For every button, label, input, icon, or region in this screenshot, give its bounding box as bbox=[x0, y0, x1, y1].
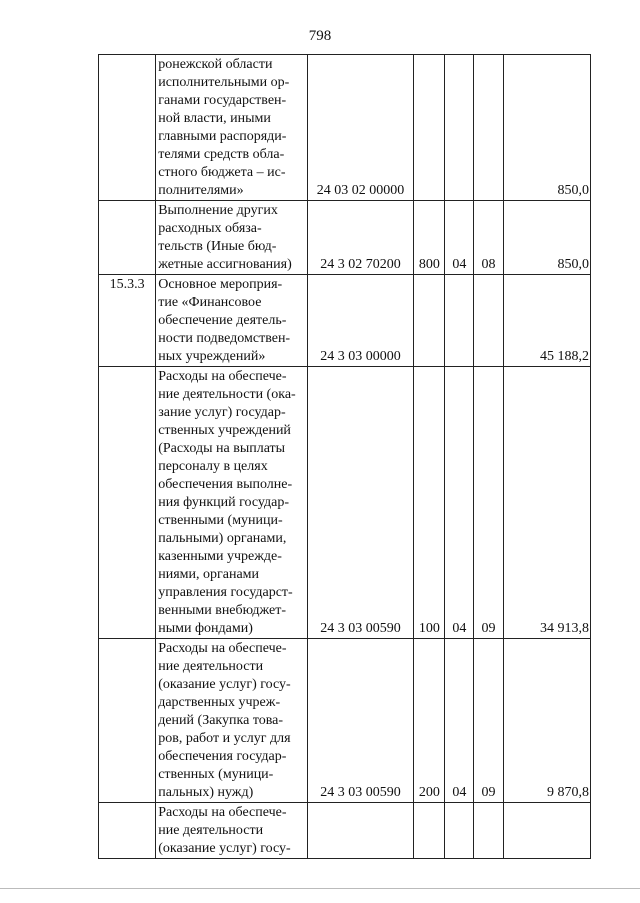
expense-type-code-cell: 800 bbox=[414, 201, 445, 275]
expense-name-line: ными фондами) bbox=[158, 621, 253, 636]
expense-name-line: обеспечение деятель- bbox=[158, 313, 287, 328]
expense-name-line: жетные ассигнования) bbox=[158, 257, 292, 272]
expense-name-line: полнителями» bbox=[158, 183, 244, 198]
expense-name-line: ности подведомствен- bbox=[158, 331, 291, 346]
table-row bbox=[99, 55, 591, 201]
target-article-code-cell: 24 3 03 00000 bbox=[307, 275, 413, 367]
section-code-cell bbox=[445, 55, 474, 201]
expense-name-line: исполнительными ор- bbox=[158, 75, 290, 90]
expense-name-line: Выполнение других bbox=[158, 203, 278, 218]
expense-type-code-cell bbox=[414, 275, 445, 367]
table-row bbox=[99, 639, 591, 803]
expense-name-line: зание услуг) государ- bbox=[158, 405, 286, 420]
expense-name-line: стного бюджета – ис- bbox=[158, 165, 286, 180]
expense-name-line: тельств (Иные бюд- bbox=[158, 239, 277, 254]
expense-name-line: ственных учреждений bbox=[158, 423, 291, 438]
expense-name-line: ной власти, иными bbox=[158, 111, 271, 126]
subsection-code-cell: 09 bbox=[474, 367, 503, 639]
expense-name-cell bbox=[156, 55, 308, 201]
expense-type-code-cell bbox=[414, 803, 445, 859]
expense-name-line: ние деятельности bbox=[158, 659, 264, 674]
expense-name-line: Расходы на обеспече- bbox=[158, 805, 287, 820]
expense-name-line: ганами государствен- bbox=[158, 93, 287, 108]
expense-type-code-cell bbox=[414, 55, 445, 201]
amount-cell bbox=[503, 803, 590, 859]
subsection-code-cell bbox=[474, 55, 503, 201]
table-row bbox=[99, 275, 591, 367]
table-row bbox=[99, 803, 591, 859]
expense-name-line: казенными учрежде- bbox=[158, 549, 282, 564]
amount-cell: 9 870,8 bbox=[503, 639, 590, 803]
expense-name-line: венными внебюджет- bbox=[158, 603, 286, 618]
expense-name-line: пальными) органами, bbox=[158, 531, 287, 546]
expense-name-line: пальных) нужд) bbox=[158, 785, 254, 800]
expense-name-cell bbox=[156, 367, 308, 639]
expense-name-line: расходных обяза- bbox=[158, 221, 262, 236]
expense-name-cell bbox=[156, 803, 308, 859]
expense-name-line: ственными (муници- bbox=[158, 513, 283, 528]
expense-name-line: ниями, органами bbox=[158, 567, 260, 582]
expense-name-line: (оказание услуг) госу- bbox=[158, 841, 291, 856]
row-number-cell bbox=[99, 55, 156, 201]
expense-name-line: управления государст- bbox=[158, 585, 293, 600]
budget-table-body bbox=[99, 55, 591, 859]
expense-name-line: ронежской области bbox=[158, 57, 273, 72]
target-article-code-cell: 24 03 02 00000 bbox=[307, 55, 413, 201]
expense-name-line: ственных (муници- bbox=[158, 767, 274, 782]
expense-name-line: Основное мероприя- bbox=[158, 277, 283, 292]
expense-name-cell bbox=[156, 639, 308, 803]
expense-name-line: ние деятельности (ока- bbox=[158, 387, 296, 402]
expense-name-line: (оказание услуг) госу- bbox=[158, 677, 291, 692]
expense-name-line: ных учреждений» bbox=[158, 349, 266, 364]
expense-name-cell bbox=[156, 201, 308, 275]
expense-name-line: ров, работ и услуг для bbox=[158, 731, 291, 746]
expense-type-code-cell: 100 bbox=[414, 367, 445, 639]
row-number-cell bbox=[99, 803, 156, 859]
expense-name-line: главными распоряди- bbox=[158, 129, 287, 144]
expense-name-line: Расходы на обеспече- bbox=[158, 641, 287, 656]
section-code-cell: 04 bbox=[445, 201, 474, 275]
expense-name-line: ния функций государ- bbox=[158, 495, 290, 510]
expense-name-line: обеспечения государ- bbox=[158, 749, 287, 764]
target-article-code-cell: 24 3 03 00590 bbox=[307, 367, 413, 639]
expense-name-line: персоналу в целях bbox=[158, 459, 268, 474]
expense-type-code-cell: 200 bbox=[414, 639, 445, 803]
target-article-code-cell: 24 3 02 70200 bbox=[307, 201, 413, 275]
amount-cell: 850,0 bbox=[503, 201, 590, 275]
row-number-cell bbox=[99, 639, 156, 803]
scan-edge-line bbox=[0, 888, 640, 889]
expense-name-line: тие «Финансовое bbox=[158, 295, 262, 310]
row-number-cell bbox=[99, 201, 156, 275]
amount-cell: 850,0 bbox=[503, 55, 590, 201]
amount-cell: 34 913,8 bbox=[503, 367, 590, 639]
expense-name-line: ние деятельности bbox=[158, 823, 264, 838]
row-number-cell bbox=[99, 367, 156, 639]
amount-cell: 45 188,2 bbox=[503, 275, 590, 367]
section-code-cell: 04 bbox=[445, 639, 474, 803]
target-article-code-cell: 24 3 03 00590 bbox=[307, 639, 413, 803]
expense-name-line: дений (Закупка това- bbox=[158, 713, 284, 728]
subsection-code-cell bbox=[474, 275, 503, 367]
page-number: 798 bbox=[308, 28, 332, 44]
section-code-cell bbox=[445, 275, 474, 367]
expense-name-line: (Расходы на выплаты bbox=[158, 441, 286, 456]
expense-name-cell bbox=[156, 275, 308, 367]
subsection-code-cell: 09 bbox=[474, 639, 503, 803]
table-row bbox=[99, 367, 591, 639]
expense-name-line: Расходы на обеспече- bbox=[158, 369, 287, 384]
expense-name-line: обеспечения выполне- bbox=[158, 477, 293, 492]
row-number-cell: 15.3.3 bbox=[99, 275, 156, 367]
expense-name-line: дарственных учреж- bbox=[158, 695, 281, 710]
subsection-code-cell: 08 bbox=[474, 201, 503, 275]
target-article-code-cell bbox=[307, 803, 413, 859]
section-code-cell bbox=[445, 803, 474, 859]
table-row bbox=[99, 201, 591, 275]
expense-name-line: телями средств обла- bbox=[158, 147, 285, 162]
budget-table bbox=[98, 54, 591, 859]
subsection-code-cell bbox=[474, 803, 503, 859]
section-code-cell: 04 bbox=[445, 367, 474, 639]
